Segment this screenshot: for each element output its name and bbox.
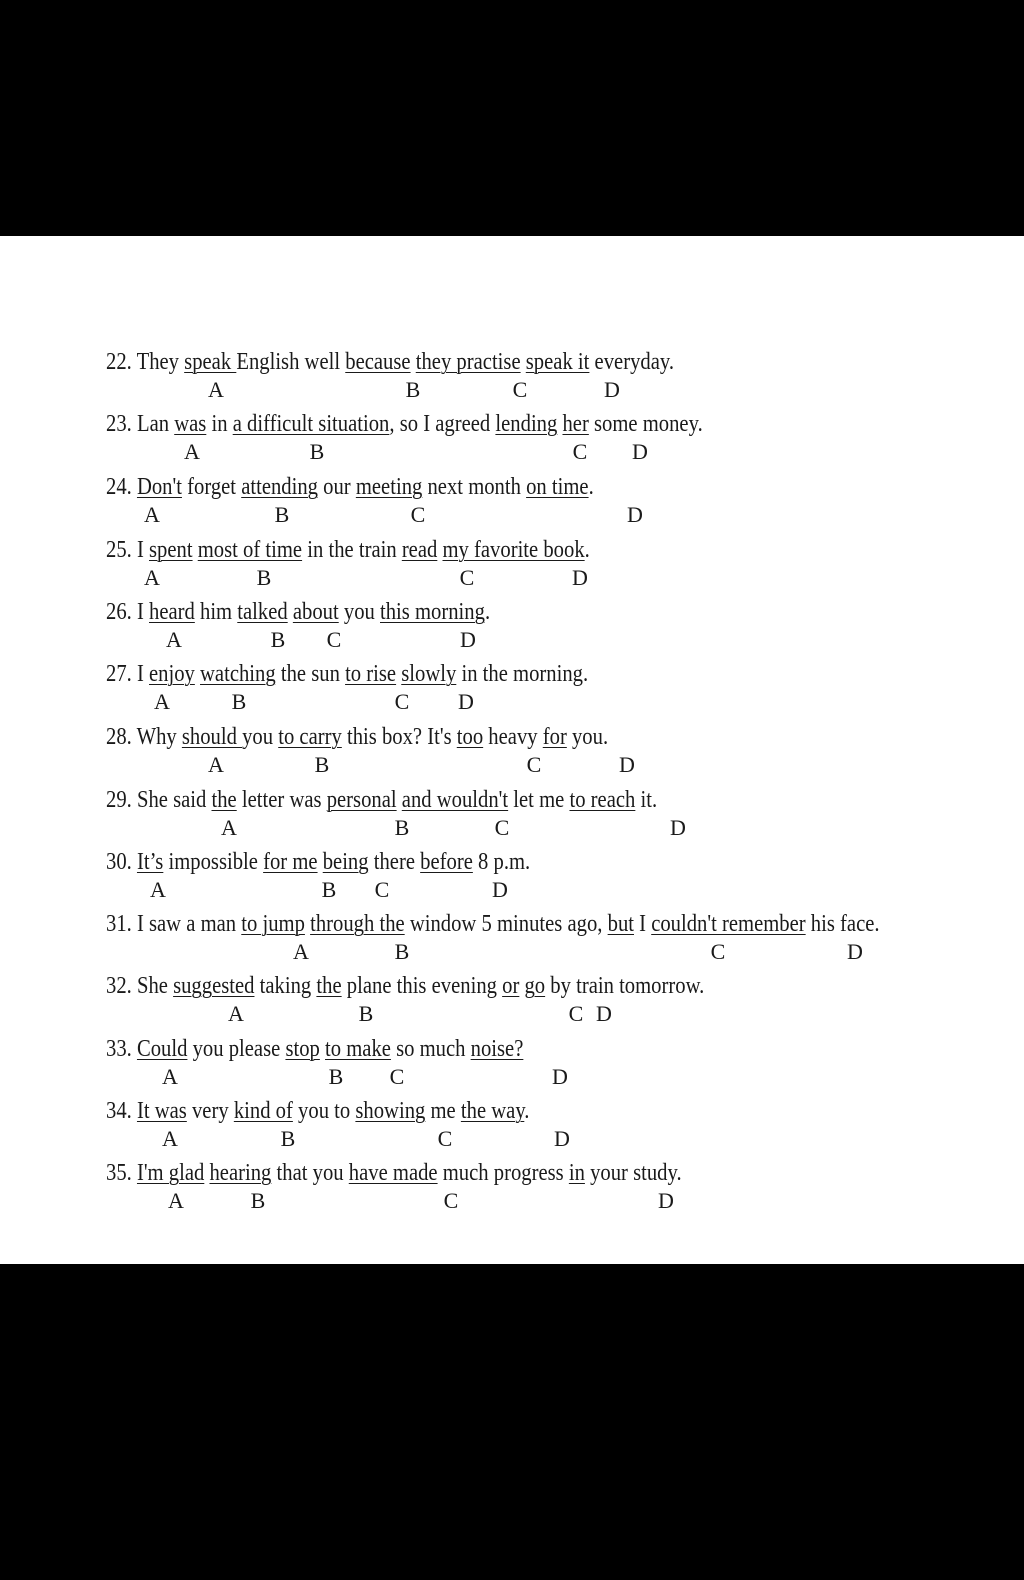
underlined-option: a difficult situation [232,411,390,437]
question-25 [106,536,1016,598]
underlined-option: slowly [401,661,457,687]
sentence-text: you to [292,1098,356,1124]
sentence-text: English well [236,349,346,375]
underlined-option: It was [136,1098,187,1124]
underlined-option: and wouldn't [401,787,509,813]
question-number: 24. [106,474,132,500]
option-letter-a: A [221,815,237,840]
option-letter-d: D [572,565,588,590]
question-number: 27. [106,661,132,687]
option-letter-b: B [270,627,286,652]
sentence-text: 8 p.m. [472,849,531,875]
option-letter-c: C [526,752,542,777]
option-letter-b: B [280,1126,296,1151]
underlined-option: in [568,1160,585,1186]
question-number: 22. [106,349,132,375]
question-number: 32. [106,973,132,999]
option-letter-a: A [208,752,224,777]
sentence-text: . [588,474,594,500]
underlined-option: Don't [136,474,182,500]
sentence-text: your study. [584,1160,682,1186]
sentence-text: I [136,537,149,563]
question-35 [106,1159,1016,1221]
sentence-text: much progress [437,1160,569,1186]
underlined-option: couldn't remember [651,911,806,937]
underlined-option: too [456,724,484,750]
sentence-text: that you [271,1160,349,1186]
option-letter-b: B [328,1064,344,1089]
question-26 [106,598,1016,660]
sentence-text: by train tomorrow. [545,973,705,999]
option-letter-b: B [394,939,410,964]
question-34 [106,1097,1016,1159]
option-letter-d: D [619,752,635,777]
underlined-option: enjoy [149,661,195,687]
option-letter-d: D [604,377,620,402]
underlined-option: have made [348,1160,438,1186]
underlined-option: spent [149,537,193,563]
question-sentence [106,1035,523,1063]
question-sentence [106,536,590,564]
sentence-text: our [318,474,356,500]
sentence-text: Why [136,724,182,750]
option-letter-a: A [228,1001,244,1026]
question-sentence [106,910,880,938]
question-number: 35. [106,1160,132,1186]
underlined-option: showing [355,1098,426,1124]
question-sentence [106,660,588,688]
question-sentence [106,410,703,438]
sentence-text: taking [254,973,317,999]
underlined-option: was [174,411,207,437]
question-33 [106,1035,1016,1097]
option-letter-b: B [394,815,410,840]
option-letter-b: B [314,752,330,777]
question-23 [106,410,1016,472]
option-letter-c: C [394,689,410,714]
option-letter-a: A [154,689,170,714]
option-letter-c: C [568,1001,584,1026]
sentence-text: you please [187,1036,286,1062]
sentence-text: . [484,599,491,625]
sentence-text: some money. [588,411,703,437]
question-number: 30. [106,849,132,875]
question-number: 29. [106,787,132,813]
sentence-text: you. [566,724,609,750]
sentence-text: I [136,661,149,687]
question-sentence [106,786,657,814]
question-28 [106,723,1016,785]
question-27 [106,660,1016,722]
sentence-text: heavy [483,724,543,750]
option-letter-c: C [710,939,726,964]
underlined-option: being [322,849,369,875]
sentence-text: the sun [275,661,346,687]
option-letter-d: D [492,877,508,902]
question-sentence [106,1097,529,1125]
option-letter-c: C [410,502,426,527]
sentence-text: plane this evening [341,973,503,999]
option-letter-d: D [658,1188,674,1213]
option-letter-c: C [326,627,342,652]
option-letter-b: B [405,377,421,402]
sentence-text: I [633,911,652,937]
underlined-option: personal [326,787,397,813]
question-number: 33. [106,1036,132,1062]
worksheet-page [0,236,1024,1264]
option-letter-a: A [144,565,160,590]
underlined-option: the [211,787,237,813]
option-letter-b: B [250,1188,266,1213]
underlined-option: attending [241,474,319,500]
sentence-text: there [368,849,421,875]
underlined-option: go [524,973,546,999]
option-letter-a: A [208,377,224,402]
underlined-option: because [345,349,411,375]
sentence-text: in the train [302,537,402,563]
option-letter-a: A [168,1188,184,1213]
option-letter-d: D [458,689,474,714]
question-number: 31. [106,911,132,937]
option-letter-a: A [144,502,160,527]
underlined-option: but [607,911,634,937]
option-letter-b: B [274,502,290,527]
sentence-text: me [425,1098,461,1124]
sentence-text: . [584,537,590,563]
option-letter-b: B [309,439,325,464]
question-sentence [106,848,530,876]
sentence-text: in the morning. [456,661,589,687]
question-sentence [106,473,594,501]
underlined-option: noise? [470,1036,524,1062]
option-letter-b: B [321,877,337,902]
sentence-text: let me [508,787,570,813]
option-letter-c: C [572,439,588,464]
question-31 [106,910,1016,972]
option-letter-c: C [494,815,510,840]
option-letter-a: A [184,439,200,464]
question-30 [106,848,1016,910]
sentence-text: very [186,1098,234,1124]
question-number: 23. [106,411,132,437]
question-number: 26. [106,599,132,625]
question-number: 34. [106,1098,132,1124]
question-sentence [106,598,490,626]
question-sentence [106,1159,682,1187]
option-letter-d: D [554,1126,570,1151]
sentence-text: letter was [236,787,327,813]
underlined-option: most of time [197,537,303,563]
underlined-option: to reach [569,787,636,813]
sentence-text: so much [390,1036,471,1062]
underlined-option: heard [149,599,195,625]
sentence-text: next month [422,474,527,500]
underlined-option: speak [184,349,237,375]
underlined-option: hearing [209,1160,272,1186]
sentence-text: you [242,724,279,750]
option-letter-c: C [512,377,528,402]
underlined-option: I'm glad [136,1160,205,1186]
underlined-option: to jump [241,911,305,937]
underlined-option: the [316,973,342,999]
underlined-option: watching [200,661,276,687]
option-letter-c: C [443,1188,459,1213]
underlined-option: her [562,411,589,437]
sentence-text: impossible [163,849,264,875]
underlined-option: about [292,599,339,625]
underlined-option: talked [237,599,288,625]
sentence-text: I [136,599,149,625]
underlined-option: on time [526,474,589,500]
underlined-option: read [401,537,438,563]
sentence-text: They [136,349,185,375]
sentence-text: . [524,1098,530,1124]
sentence-text: She said [136,787,212,813]
question-sentence [106,972,704,1000]
underlined-option: kind of [233,1098,293,1124]
option-letter-b: B [256,565,272,590]
underlined-option: my favorite book [442,537,585,563]
sentence-text: forget [181,474,242,500]
question-29 [106,786,1016,848]
sentence-text: She [136,973,174,999]
sentence-text: window 5 minutes ago, [404,911,608,937]
sentence-text: in [206,411,233,437]
underlined-option: to carry [278,724,342,750]
question-22 [106,348,1016,410]
question-24 [106,473,1016,535]
underlined-option: meeting [355,474,423,500]
question-number: 25. [106,537,132,563]
sentence-text: you [338,599,381,625]
option-letter-c: C [437,1126,453,1151]
sentence-text: his face. [805,911,880,937]
underlined-option: stop [285,1036,320,1062]
underlined-option: before [420,849,473,875]
underlined-option: speak it [525,349,590,375]
underlined-option: for [542,724,567,750]
option-letter-d: D [847,939,863,964]
option-letter-a: A [293,939,309,964]
sentence-text: I saw a man [136,911,242,937]
option-letter-d: D [670,815,686,840]
underlined-option: lending [495,411,558,437]
underlined-option: to make [325,1036,391,1062]
option-letter-a: A [150,877,166,902]
sentence-text: everyday. [589,349,675,375]
underlined-option: It’s [136,849,164,875]
option-letter-b: B [231,689,247,714]
option-letter-d: D [460,627,476,652]
underlined-option: to rise [345,661,397,687]
underlined-option: this morning [380,599,485,625]
option-letter-b: B [358,1001,374,1026]
option-letter-a: A [162,1126,178,1151]
option-letter-c: C [459,565,475,590]
sentence-text: this box? It's [341,724,457,750]
option-letter-a: A [162,1064,178,1089]
sentence-text: him [194,599,238,625]
question-number: 28. [106,724,132,750]
sentence-text: , so I agreed [389,411,496,437]
underlined-option: the way [460,1098,525,1124]
option-letter-d: D [632,439,648,464]
option-letter-a: A [166,627,182,652]
question-sentence [106,723,608,751]
underlined-option: they practise [415,349,521,375]
underlined-option: for me [263,849,318,875]
option-letter-d: D [596,1001,612,1026]
option-letter-d: D [627,502,643,527]
option-letter-c: C [389,1064,405,1089]
sentence-text: Lan [136,411,175,437]
underlined-option: suggested [173,973,255,999]
option-letter-c: C [374,877,390,902]
option-letter-d: D [552,1064,568,1089]
underlined-option: or [502,973,520,999]
underlined-option: through the [310,911,405,937]
question-sentence [106,348,674,376]
question-32 [106,972,1016,1034]
underlined-option: Could [136,1036,188,1062]
sentence-text: it. [635,787,658,813]
underlined-option: should [181,724,243,750]
